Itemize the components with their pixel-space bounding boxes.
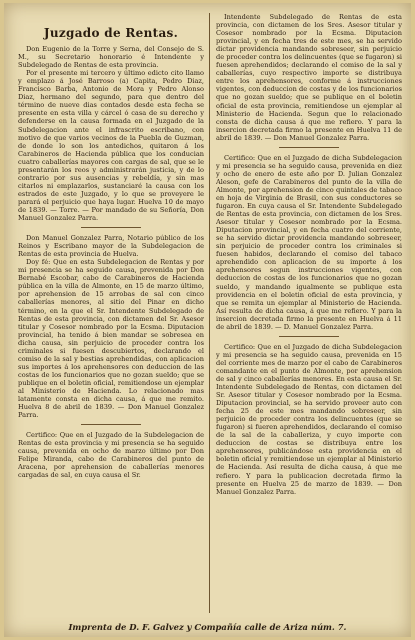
section-title: Juzgado de Rentas. bbox=[43, 26, 179, 40]
certificate-paragraph: Certifico: Que en el Juzgado de la Subdelegacion de Rentas de esta provincia y mi presencia se ha seguido causa, prevenida en ocho de marzo último por Don Felipe Miranda, cabo de Carabineros del punto de Aracena, por aprehension de caballerías menores cargadas de sal, en cuya causa el Sr. bbox=[18, 431, 204, 480]
notary-heading: Don Manuel Gonzalez Parra, Notario público de los Reinos y Escribano mayor de la Subdelegacion de Rentas de esta provincia de Huelva. bbox=[18, 234, 204, 259]
notary-certificate: Doy fé: Que en esta Subdelegacion de Rentas y por mi presencia se ha seguido causa, prevenida por Don Bernabé Escobar, cabo de Carabineros de Hacienda pública en la villa de Almonte, en 15 de marzo último, por aprehension de 15 arrobas de sal con cinco caballerías menores, al sitio del Pinar en dicho término, en la que el Sr. Intendente Subdelegado de Rentas de esta provincia, con dictamen del Sr. Asesor titular y Cosesor nombrado por la Ecsma. Diputacion provincial, ha tenido á bien mandar se sobresea en dicha causa, sin perjuicio de proceder contra los criminales si fuesen descubiertos, declarando el comiso de la sal y bestias aprehendidas, con aplicacion sus importes á los aprehensores con deduccion de las costas de los funcionarios que no gozan sueldo; que se publique en el boletin oficial, remitiendose un ejemplar al Ministerio de Hacienda. Lo relacionado mas latamente consta en dicha causa, á que me remito. Huelva 8 de abril de 1839. — Don Manuel Gonzalez Parra. bbox=[18, 258, 204, 420]
right-column bbox=[216, 13, 402, 613]
document-page bbox=[4, 3, 411, 637]
section-divider bbox=[279, 336, 339, 337]
section-divider bbox=[279, 147, 339, 148]
edict-heading: Don Eugenio de la Torre y Serna, del Consejo de S. M., su Secretario honorario é Intendente y Subdelegado de Rentas de esta provincia. bbox=[18, 45, 204, 70]
certificate-paragraph: Certifico: Que en el Juzgado de dicha Subdelegacion y mi presencia se ha seguido causa, prevenida en 15 del corriente mes de marzo por el cabo de Carabineros comandante en el punto de Almonte, por aprehension de sal y cinco caballerías menores. En esta causa el Sr. Intendente Subdelegado de Rentas, con dictamen del Sr. Asesor titular y Cosesor nombrado por la Ecsma. Diputacion provincial, se ha servido proveer auto con fecha 25 de este mes mandando sobreseer, sin perjuicio de proceder contra los delincuentes (que se fugaron) si fueren aprehendidos, declarando el comiso de la sal de la caballeriza, y cuyo importe con deduccion de costas se distribuya entre los aprehensores, publicándose esta providencia en el boletin oficial y remitiendose un ejemplar al Ministerio de Hacienda. Así resulta de dicha causa, á que me refiero. Y para la publicacion decretada firmo la presente en Huelva 25 de marzo de 1839. — Don Manuel Gonzalez Parra. bbox=[216, 342, 402, 496]
section-divider bbox=[81, 424, 141, 425]
left-column bbox=[18, 13, 204, 613]
edict-body: Por el presente mi tercero y último edicto cito llamo y emplazo á José Barroso (a) Capita, Pedro Diaz, Francisco Barba, Antonio de Mora y Pedro Alonso Diaz, hermano del segundo, para que dentro del término de nueve dias contados desde esta fecha se presente en esta villa y cárcel ó casa de su derecho y defenderse en la causa formada en el Juzgado de la Subdelegacion ante el infrascrito escribano, con motivo de que varios vecinos de la Puebla de Guzman, de donde lo son los antedichos, quitaron á los Carabineros de Hacienda pública que los conducian cuatro caballerías mayores con cargas de sal, que se le presentarán los reos y administrarán justicia, y de lo contrario por sus ausencias y rebeldía, y sin mas citarlos ni emplazarlos, sustanciaré la causa con los estrados de este Juzgado, y lo que se proveyere le parará el perjuicio que haya lugar. Huelva 10 de mayo de 1839. — Torre. — Por mandado de su Señoría, Don Manuel Gonzalez Parra. bbox=[18, 69, 204, 223]
column-divider bbox=[209, 13, 210, 613]
certificate-paragraph: Certifico: Que en el Juzgado de dicha Subdelegacion y mi presencia se ha seguido causa, prevenida en diez y ocho de enero de este año por D. Julian Gonzalez Aleson, gefe de Carabineros del punto de la villa de Almonte, por aprehension de cinco quintales de tabaco en hoja de Virginia de Brasil, con sus conductores se fugaron. En cuya causa el Sr. Intendente Subdelegado de Rentas de esta provincia, con dictamen de los Sres. Asesor titular y Cosesor nombrado por la Ecsma. Diputacion provincial, y en fecha cuatro del corriente, se ha servido dictar providencia mandando sobreseer, sin perjuicio de proceder contra los criminales si fuesen habidos, declarando el comiso del tabaco aprehendido con aplicacion de su importe á los aprehensores segun instrucciones vigentes, con deduccion de costas de los funcionarios que no gozan sueldo, y mandando igualmente se publique esta providencia en el boletin oficial de esta provincia, y que se remita un ejemplar al Ministerio de Hacienda. Así resulta de dicha causa, á que me refiero. Y para la insercion decretada firmo la presente en Huelva á 11 de abril de 1839. — D. Manuel Gonzalez Parra. bbox=[216, 153, 402, 331]
printer-imprint: Imprenta de D. F. Galvez y Compañía calle de Ariza núm. 7. bbox=[68, 622, 347, 632]
certificate-continuation: Intendente Subdelegado de Rentas de esta provincia, con dictamen de los Sres. Asesor titular y Cosesor nombrado por la Ecsma. Diputacion provincial, y en fecha tres de este mes, se ha servido dictar providencia mandando sobreseer, sin perjuicio de proceder contra los delincuentes (que se fugaron) si fuesen aprehendidos; declarando el comiso de la sal y caballerías, cuyo respectivo importe se distribuya entre los aprehensores, conforme á instrucciones vigentes, con deduccion de costas y de los funcionarios que no gozan sueldo; que se publique en el boletin oficial de esta provincia, remitiendose un ejemplar al Ministerio de Hacienda. Segun que lo relacionado consta de dicha causa á que me refiero. Y para la insercion decretada firmo la presente en Huelva 11 de abril de 1839. — Don Manuel Gonzalez Parra. bbox=[216, 13, 402, 142]
section-divider bbox=[81, 227, 141, 228]
